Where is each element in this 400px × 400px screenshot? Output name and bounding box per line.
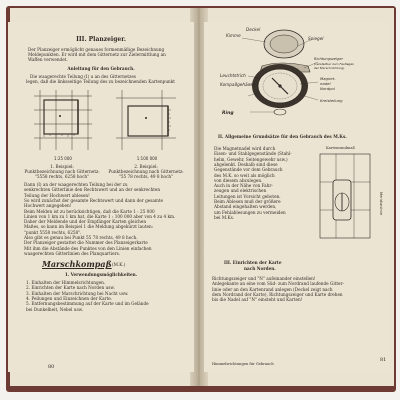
section3-line: linie oder an den Kartenrand anlegen (Deckel zeigt nach (212, 286, 333, 292)
label-magnetnadel-2: nadel (320, 81, 331, 86)
uses-list-line: bei Dunkelheit, Nebel usw. (26, 306, 84, 312)
uses-list-line: 2. Einrichten der Karte nach Norden usw. (26, 285, 115, 291)
grid-figure-2 (114, 88, 180, 162)
compass-illustration (218, 26, 378, 136)
para1-line-2: legen, daß die linksseitige Teilung des zu bezeichnenden Kartenpunkt (26, 79, 175, 84)
left-page-number: 80 (48, 364, 55, 370)
grid-figure-1 (30, 88, 96, 162)
section2-line: Auch in der Nähe von Fahr- (214, 183, 273, 189)
para1-line-1: Die waagerechte Teilung (I) u an des Gitternetzes (30, 74, 136, 79)
fig2-scale: 1:100 000 (136, 156, 158, 161)
map-compass-diagram (316, 152, 386, 242)
fig1-caption-2: Punktbezeichnung nach Gitternetz: (24, 169, 100, 174)
section2-line: bei M.Ks. (214, 214, 235, 220)
left-body-line: Linien von 1 km zu 1 km hat, die Karte 1 : 100 000 aber von 4 zu 4 km. (24, 213, 176, 219)
section3-heading-1: III. Einrichten der Karte (224, 260, 282, 265)
fig1-scale: 1:25 000 (54, 156, 72, 161)
side-label-top: Kartenrandmaß (326, 146, 355, 150)
label-magnetnadel-3: Nordpol (320, 86, 335, 91)
section2-line: Leitungen ist Vorsicht geboten. (214, 193, 281, 199)
left-body-line: Daher der Meldende und der Empfänger Karten gleichen (24, 219, 147, 225)
label-leuchtstrich: Leuchtstrich (220, 73, 246, 78)
left-body-line: Maßes, so kann im Beispiel 1 die Meldung abgekürzt lauten: (24, 224, 154, 230)
compass-title: Marschkompaß (42, 259, 112, 269)
right-page (204, 22, 390, 372)
section2-line: von diesem abzulegen. (214, 177, 263, 183)
fig1-caption-3: "5558 rechts, 6258 hoch" (34, 174, 90, 179)
left-page (8, 22, 194, 372)
section3-line: Richtungszeiger und "N" aufeinander einstellen! (212, 276, 316, 281)
fig2-caption-1: 2. Beispiel: (134, 164, 158, 169)
intro-line-3: Waffen verwendet. (28, 57, 68, 62)
fig2-caption-3: "55 78 rechts, 49 8 hoch" (118, 174, 174, 179)
left-body-line: Mit ihm die Abstände des Punktes von den Linien einfachen (24, 245, 152, 251)
section3-heading-2: nach Norden. (244, 266, 276, 271)
uses-heading: 1. Verwendungsmöglichkeiten. (64, 272, 138, 277)
label-kimme: Kimme (226, 33, 241, 38)
section2-line: helm, Gewehr, Seitengewehr usw.) (214, 156, 288, 162)
left-body-line: Hochwert angegeben! (24, 203, 72, 209)
section2-line: Abstand eingehalten werden, (214, 204, 277, 210)
section-title: III. Planzeiger. (76, 36, 126, 43)
left-body-line: waagerechten Gitterlinien des Planquartiers. (24, 250, 121, 256)
label-deckel: Deckel (246, 27, 261, 32)
label-richtungszeiger-note-1: (verstellbar zum Festlegen (314, 62, 355, 66)
uses-list-line: 1. Einhalten der Himmelsrichtungen. (26, 280, 106, 285)
section2-line: Gegenstände vor dem Gebrauch (214, 167, 283, 173)
fig2-caption-2: Punktbezeichnung nach Gitternetz: (108, 169, 184, 174)
left-body-line: senkrechten Gitterlinie den Rechtswert und an der senkrechten (24, 187, 161, 193)
footer-note: Himmelsrichtungen für Gebrauch (212, 362, 274, 366)
left-body-line: Teilung der Hochwert ablesen! (24, 192, 90, 198)
section2-line: des M.K. so weit als möglich (214, 172, 275, 178)
label-kompassgehaeuse: Kompaßgehäuse (220, 82, 255, 87)
label-kreisteilung: Kreisteilung (320, 98, 343, 103)
left-body-line: So wird zunächst der gesamte Rechtswert und dann der gesamte (24, 197, 164, 203)
intro-line-2: Meldepunkten. Er wird mit dem Gitternetz zur Zielermittlung an (28, 52, 166, 57)
section2-line: Eisen- und Stahlgegenstände (Stahl- (214, 151, 292, 157)
section2-line: Beim Ablesen muß der größere (214, 199, 281, 204)
left-body-line: Beim Melden ist zu berücksichtigen, daß die Karte 1 : 25 000 (24, 208, 155, 214)
section2-line: abgelenkt. Deshalb sind diese (214, 161, 278, 167)
label-spiegel: Spiegel (308, 36, 324, 41)
side-label-vertical: Meridianlinie (379, 192, 383, 216)
left-body-line: Dann (I) an der waagerechten Teilung bei der zu (24, 182, 128, 187)
compass-title-suffix: (M.K.) (112, 262, 126, 267)
section3-line: dem Nordrand der Karte), Richtungszeiger und Karte drehen (212, 291, 343, 297)
section2-line: um Fehlablesungen zu vermeiden (214, 209, 286, 215)
section2-heading: II. Allgemeine Grundsätze für den Gebrauch des M.Ks. (218, 134, 347, 139)
compass-ring (274, 109, 286, 115)
uses-list-line: 5. Entfernungsbestimmung auf der Karte und im Gelände (26, 301, 149, 307)
label-richtungszeiger-note-2: der Marschrichtung) (314, 66, 345, 70)
label-magnetnadel-1: Magnet- (320, 76, 336, 81)
section2-line: Die Magnetnadel wird durch (214, 146, 276, 151)
left-body-line: Also gibt es genau bei Punkt 55 78 rechts, 49 8 hoch. (24, 235, 138, 240)
uses-list-line: 3. Einhalten der Marschrichtung bei Nacht usw. (26, 290, 129, 296)
label-ring: Ring (222, 111, 234, 116)
right-page-number: 81 (380, 357, 387, 363)
left-body-line: "punkt 5558 rechts, 6258". (24, 229, 82, 235)
label-richtungszeiger: Richtungszeiger (314, 57, 343, 61)
left-body-line: Der Planzeiger gestattet die Nummer des Planzeigerkarte (24, 240, 148, 246)
subtitle: Anleitung für den Gebrauch. (67, 66, 135, 71)
section3-line: bis die Nadel auf "N" einsteht und Karten! (212, 297, 303, 303)
fig1-caption-1: 1. Beispiel: (50, 164, 74, 169)
section3-line: Anlegekante an eine vom Süd- zum Nordrand laufende Gitter- (212, 281, 344, 287)
uses-list-line: 4. Peilungen und Einzeichnen der Karte. (26, 295, 113, 301)
compass-mirror (270, 35, 298, 53)
intro-line-1: Der Planzeiger ermöglicht genaues formenmäßige Bezeichnung (28, 47, 165, 52)
section2-line: zeugen und elektrischen (214, 188, 267, 194)
